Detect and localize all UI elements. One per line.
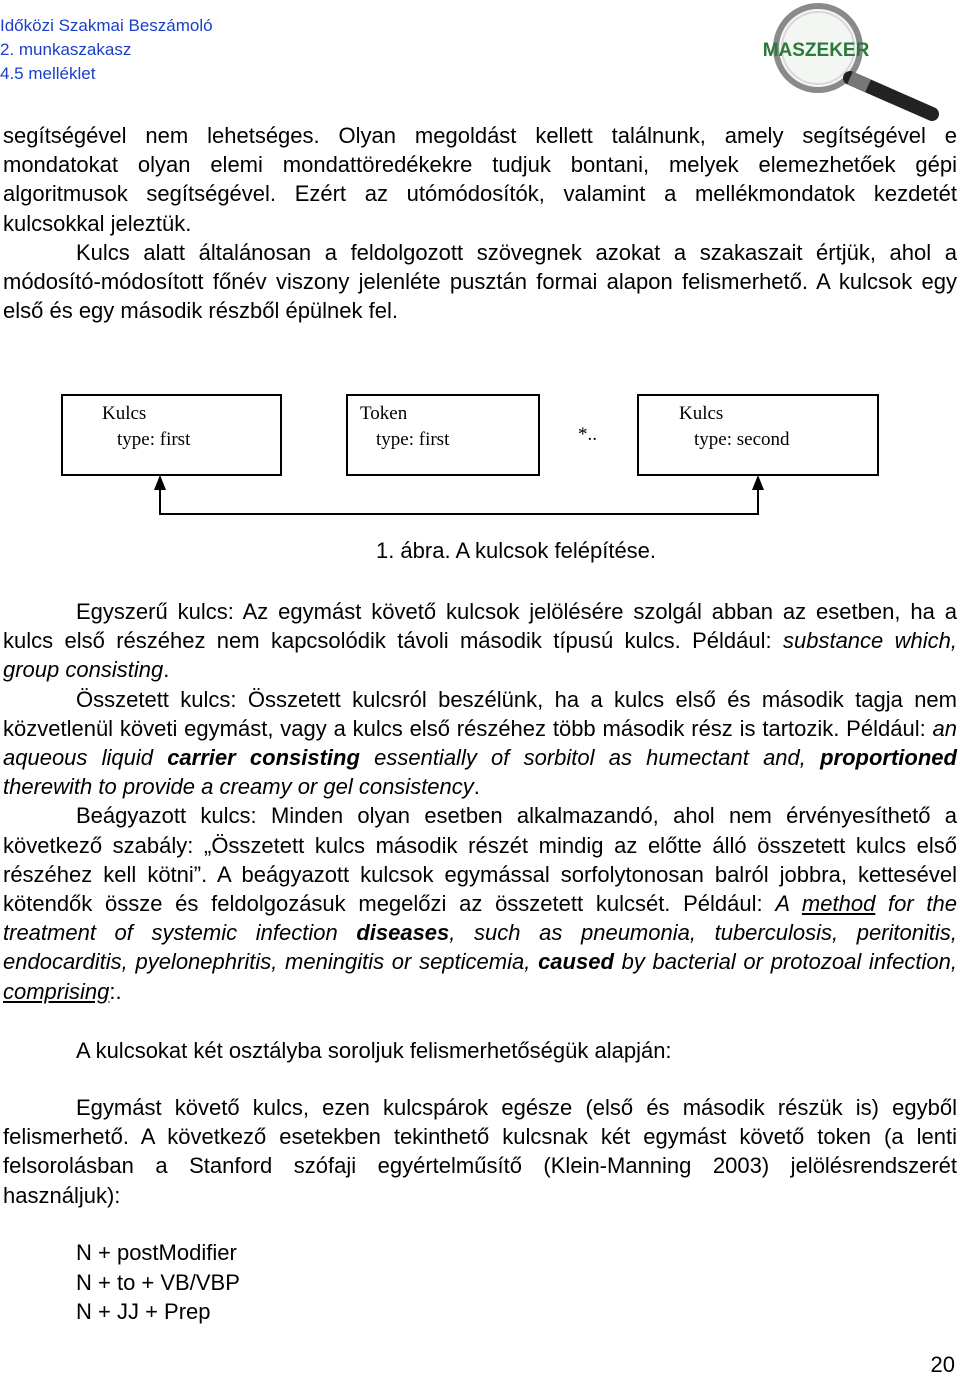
- compound-example-2: carrier consisting: [167, 745, 360, 771]
- intro-paragraph-2: Kulcs alatt általánosan a feldolgozott szövegnek azokat a szakaszait értjük, ahol a módosító-módosított főnév viszony jelenléte pusztán formai alapon felismerhető. A kulcsok egy első és egy második részből épülnek fel.: [3, 239, 957, 324]
- embedded-example-4: diseases: [356, 920, 450, 946]
- key-structure-diagram: [0, 380, 960, 530]
- embedded-example-2: method: [801, 891, 876, 917]
- compound-key-end: .: [473, 774, 480, 800]
- list-item: N + postModifier: [76, 1240, 237, 1265]
- arrowhead-right: [752, 475, 764, 490]
- box3-title: Kulcs: [679, 403, 724, 424]
- page-number: 20: [930, 1352, 955, 1377]
- classes-paragraph: A kulcsokat két osztályba soroljuk felismerhetőségük alapján:: [76, 1038, 672, 1063]
- embedded-example-5: , such as pneumonia, tuberculosis, peritonitis, endocarditis, pyelonephritis, meningitis or septicemia,: [3, 920, 958, 975]
- maszeker-logo: [750, 0, 950, 125]
- embedded-example-8: comprising: [3, 978, 110, 1004]
- connector-line: [160, 488, 758, 514]
- logo-text: MASZEKER: [762, 40, 870, 61]
- box3-type: type: second: [694, 429, 790, 450]
- box2-type: type: first: [376, 429, 450, 450]
- header-line-2: 2. munkaszakasz: [0, 40, 132, 59]
- embedded-example-6: caused: [538, 949, 614, 975]
- compound-example-1: an aqueous liquid: [3, 715, 957, 771]
- key-types-section: [3, 597, 957, 1006]
- compound-example-3: essentially of sorbitol as humectant and,: [359, 745, 821, 771]
- simple-key-text: Egyszerű kulcs: Az egymást követő kulcsok jelölésére szolgál abban az esetben, ha a kulcs első részéhez nem kapcsolódik távoli második típusú kulcs. Például:: [3, 599, 957, 654]
- intro-paragraph-1: segítségével nem lehetséges. Olyan megoldást kellett találnunk, amely segítségével e mondatokat olyan elemi mondattöredékekre tudjuk bontani, melyek elemezhetőek gépi algoritmusok segítségével. Ezért az utómódosítók, valamint a mellékmondatok kezdetét kulcsokkal jeleztük.: [3, 123, 957, 236]
- simple-key-end: .: [163, 657, 170, 683]
- embedded-key-text: Beágyazott kulcs: Minden olyan esetben alkalmazandó, ahol nem érvényesíthető a következő szabály: „Összetett kulcs második részét mindig az előtte álló összetett kulcs első részéhez kell kötni”. A beágyazott kulcsok egymással sorfolytonosan balról jobbra, kettesével kötendők össze és feldolgozásuk megelőzi az összetett kulcsét. Például:: [3, 803, 957, 917]
- simple-key-example: substance which, group consisting: [3, 628, 957, 683]
- embedded-example-1: A: [775, 891, 802, 917]
- multiplicity-label: *..: [578, 424, 597, 445]
- header-line-3: 4.5 melléklet: [0, 64, 96, 83]
- embedded-key-end: :.: [109, 978, 122, 1004]
- consecutive-paragraph: Egymást követő kulcs, ezen kulcspárok egésze (első és második részük is) egyből felismerhető. A következő esetekben tekinthető kulcsnak két egymást követő token (a lenti felsorolásban a Stanford szófaji egyértelműsítő (Klein-Manning 2003) jelölésrendszerét használjuk):: [3, 1095, 957, 1208]
- box2-title: Token: [360, 403, 408, 424]
- embedded-example-3: for the treatment of systemic infection: [3, 891, 957, 946]
- embedded-key-paragraph: [3, 801, 957, 1005]
- arrowhead-left: [154, 475, 166, 490]
- consecutive-section: [3, 1093, 957, 1210]
- pattern-list: [76, 1238, 240, 1327]
- box1-title: Kulcs: [102, 403, 147, 424]
- classes-section: [3, 1036, 957, 1065]
- embedded-example-7: by bacterial or protozoal infection,: [613, 949, 957, 975]
- compound-example-4: proportioned: [820, 745, 957, 771]
- header-line-1: Időközi Szakmai Beszámoló: [0, 16, 213, 35]
- figure-caption: 1. ábra. A kulcsok felépítése.: [375, 538, 657, 563]
- compound-key-text: Összetett kulcs: Összetett kulcsról beszélünk, ha a kulcs első és második tagja nem közvetlenül követi egymást, vagy a kulcs első részéhez több második rész is tartozik. Például:: [3, 686, 957, 741]
- list-item: N + JJ + Prep: [76, 1299, 211, 1324]
- compound-example-5: therewith to provide a creamy or gel consistency: [3, 774, 474, 800]
- compound-key-paragraph: [3, 685, 957, 802]
- intro-section: [3, 121, 957, 325]
- page-header: [0, 14, 213, 86]
- box1-type: type: first: [117, 429, 191, 450]
- simple-key-paragraph: [3, 597, 957, 685]
- list-item: N + to + VB/VBP: [76, 1269, 240, 1295]
